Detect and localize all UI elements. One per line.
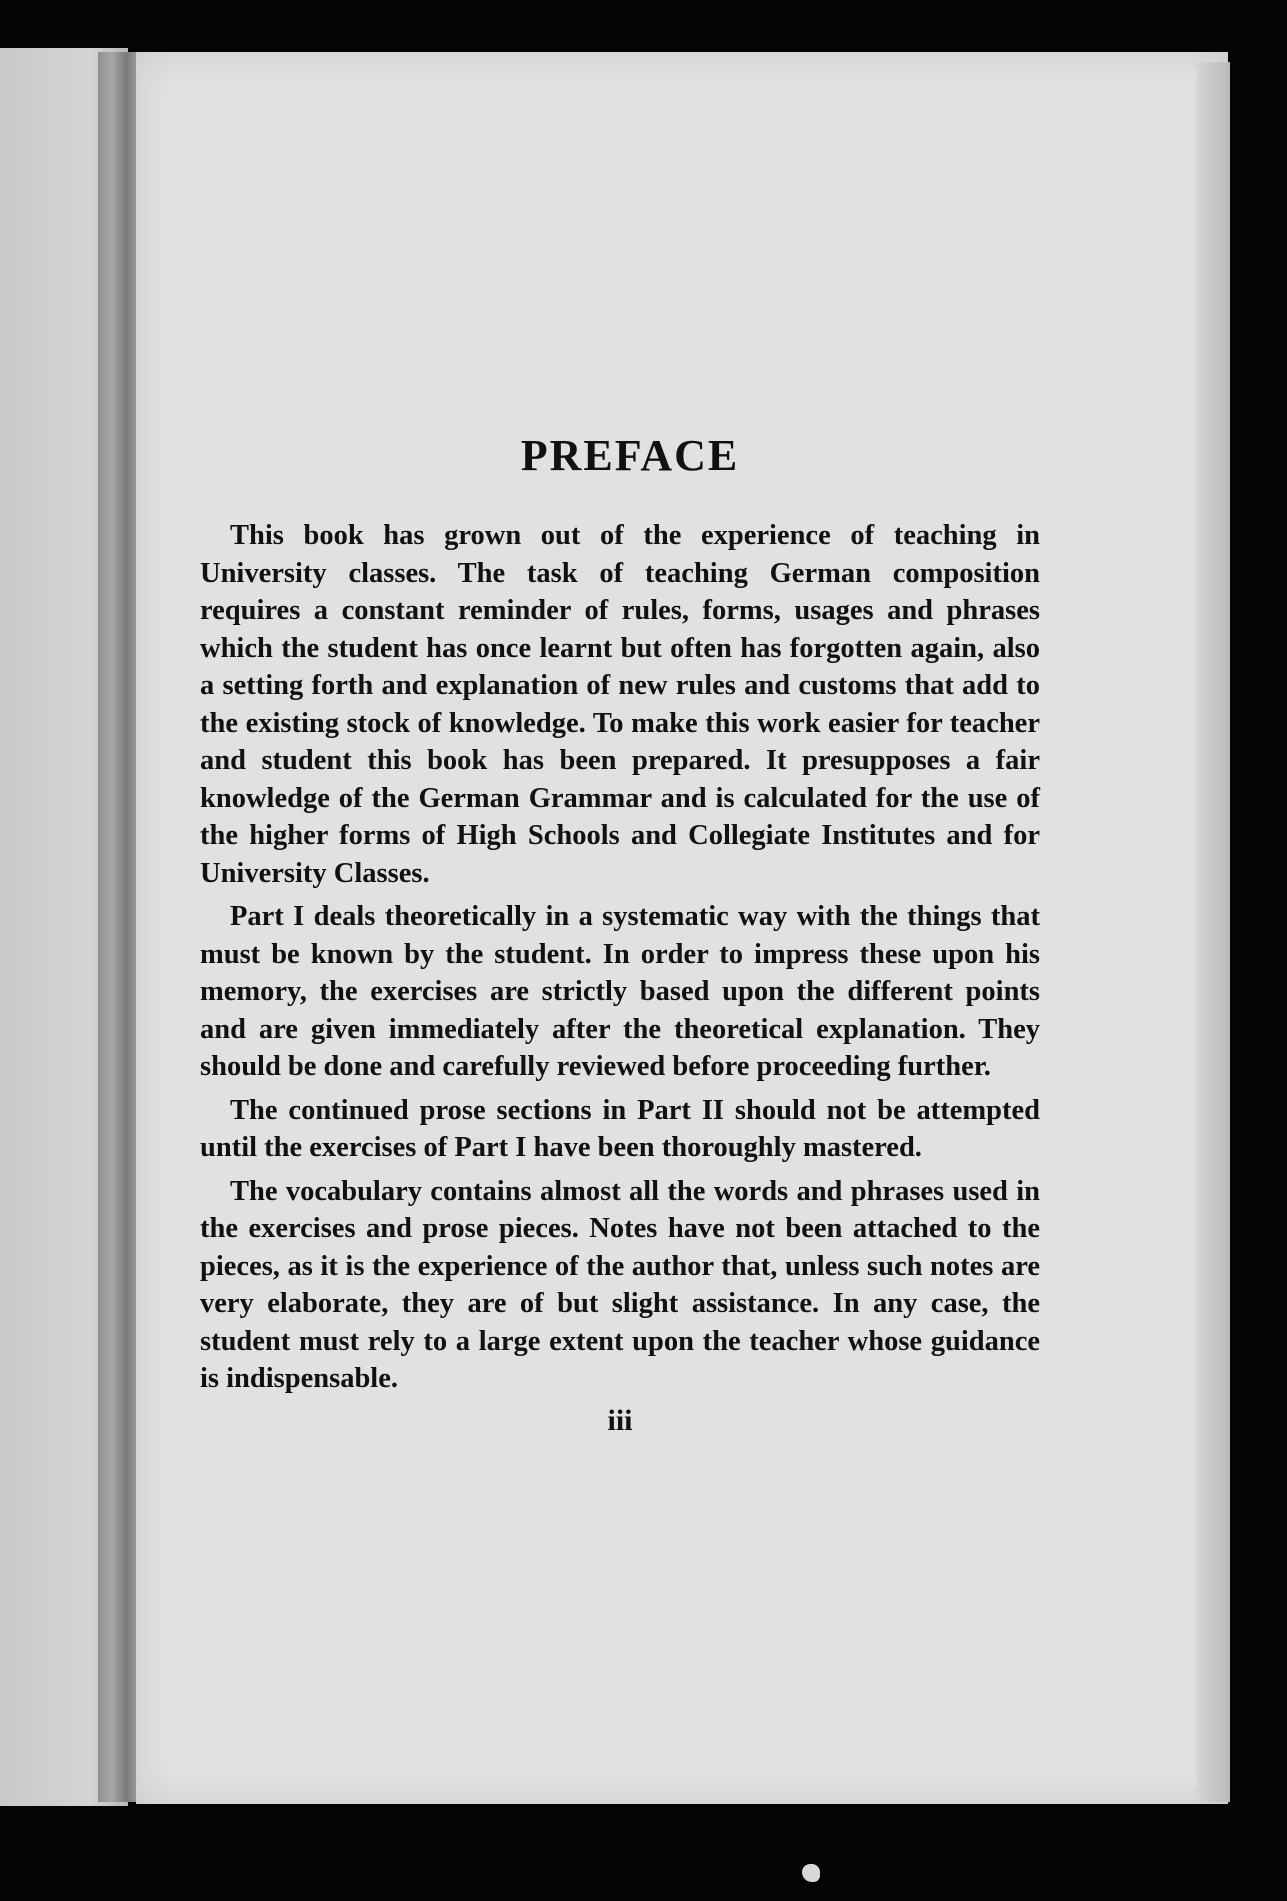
page-title: PREFACE <box>520 431 740 480</box>
paragraph-1: This book has grown out of the experience of teaching in University classes. The task of teaching German composition requires a constant reminder of rules, forms, usages and phrases which the student has once learnt but often has forgotten again, also a setting forth and explanation of new rules and customs that add to the existing stock of knowledge. To make this work easier for teacher and student this book has been prepared. It presupposes a fair knowledge of the German Grammar and is calculated for the use of the higher forms of High Schools and Collegiate Institutes and for University Classes. <box>200 520 1040 889</box>
right-page-edge <box>1196 62 1230 1802</box>
page-number: iii <box>607 1403 633 1437</box>
paragraph-4: The vocabulary contains almost all the words and phrases used in the exercises and prose pieces. Notes have not been attached to the pieces, as it is the experience of the author that, unless such notes are very elaborate, they are of but slight assistance. In any case, the student must rely to a large extent upon the teacher whose guidance is indispensable. <box>200 1175 1040 1394</box>
page-content <box>200 430 1040 1438</box>
scan-artifact-speck <box>802 1864 820 1882</box>
book-gutter <box>98 52 138 1802</box>
paragraph-3: The continued prose sections in Part II should not be attempted until the exercises of Part I have been thoroughly mastered. <box>200 1094 1040 1163</box>
paragraph-2: Part I deals theoretically in a systematic way with the things that must be known by the student. In order to impress these upon his memory, the exercises are strictly based upon the different points and are given immediately after the theoretical explanation. They should be done and carefully reviewed before proceeding further. <box>200 901 1040 1082</box>
